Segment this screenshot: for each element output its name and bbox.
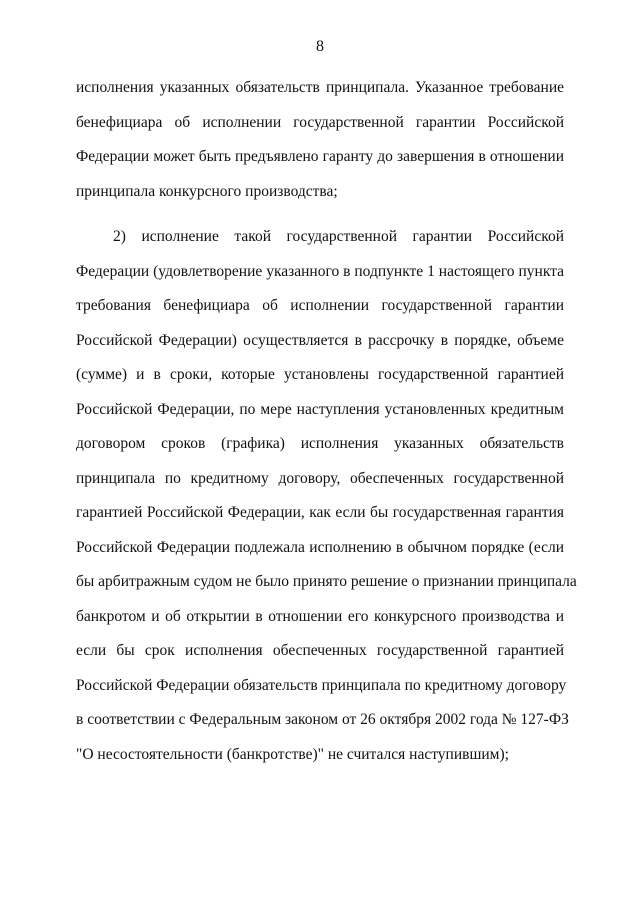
paragraph-line: Российской Федерации подлежала исполнению в обычном порядке (если — [76, 538, 564, 556]
paragraph-line: "О несостоятельности (банкротстве)" не считался наступившим); — [76, 745, 509, 763]
paragraph-line: Российской Федерации) осуществляется в рассрочку в порядке, объеме — [76, 331, 564, 349]
paragraph-line: принципала конкурсного производства; — [76, 182, 338, 200]
paragraph-1 — [76, 71, 564, 209]
paragraph-line: бенефициара об исполнении государственной гарантии Российской — [76, 113, 564, 131]
paragraph-line: гарантией Российской Федерации, как если бы государственная гарантия — [76, 504, 564, 521]
paragraph-line: 2) исполнение такой государственной гарантии Российской — [113, 228, 564, 245]
paragraph-line: в соответствии с Федеральным законом от 26 октября 2002 года № 127-ФЗ — [76, 711, 569, 728]
paragraph-line: требования бенефициара об исполнении государственной гарантии — [76, 297, 564, 314]
paragraph-line: принципала по кредитному договору, обеспеченных государственной — [76, 469, 564, 487]
paragraph-line: Российской Федерации, по мере наступления установленных кредитным — [76, 400, 564, 418]
paragraph-line: Федерации (удовлетворение указанного в подпункте 1 настоящего пункта — [76, 262, 564, 280]
paragraph-line: если бы срок исполнения обеспеченных государственной гарантией — [76, 642, 564, 659]
paragraph-line: договором сроков (графика) исполнения указанных обязательств — [76, 435, 564, 452]
paragraph-line: Федерации может быть предъявлено гаранту до завершения в отношении — [76, 148, 564, 165]
paragraph-line: (сумме) и в сроки, которые установлены государственной гарантией — [76, 366, 564, 383]
paragraph-gap — [76, 209, 564, 220]
paragraph-line: Российской Федерации обязательств принципала по кредитному договору — [76, 676, 567, 694]
paragraph-line: бы арбитражным судом не было принято решение о признании принципала — [76, 573, 577, 590]
body-text — [76, 71, 577, 772]
page-number: 8 — [316, 38, 324, 55]
paragraph-line: исполнения указанных обязательств принципала. Указанное требование — [76, 79, 564, 96]
paragraph-line: банкротом и об открытии в отношении его конкурсного производства и — [76, 607, 564, 625]
paragraph-2 — [76, 220, 577, 772]
